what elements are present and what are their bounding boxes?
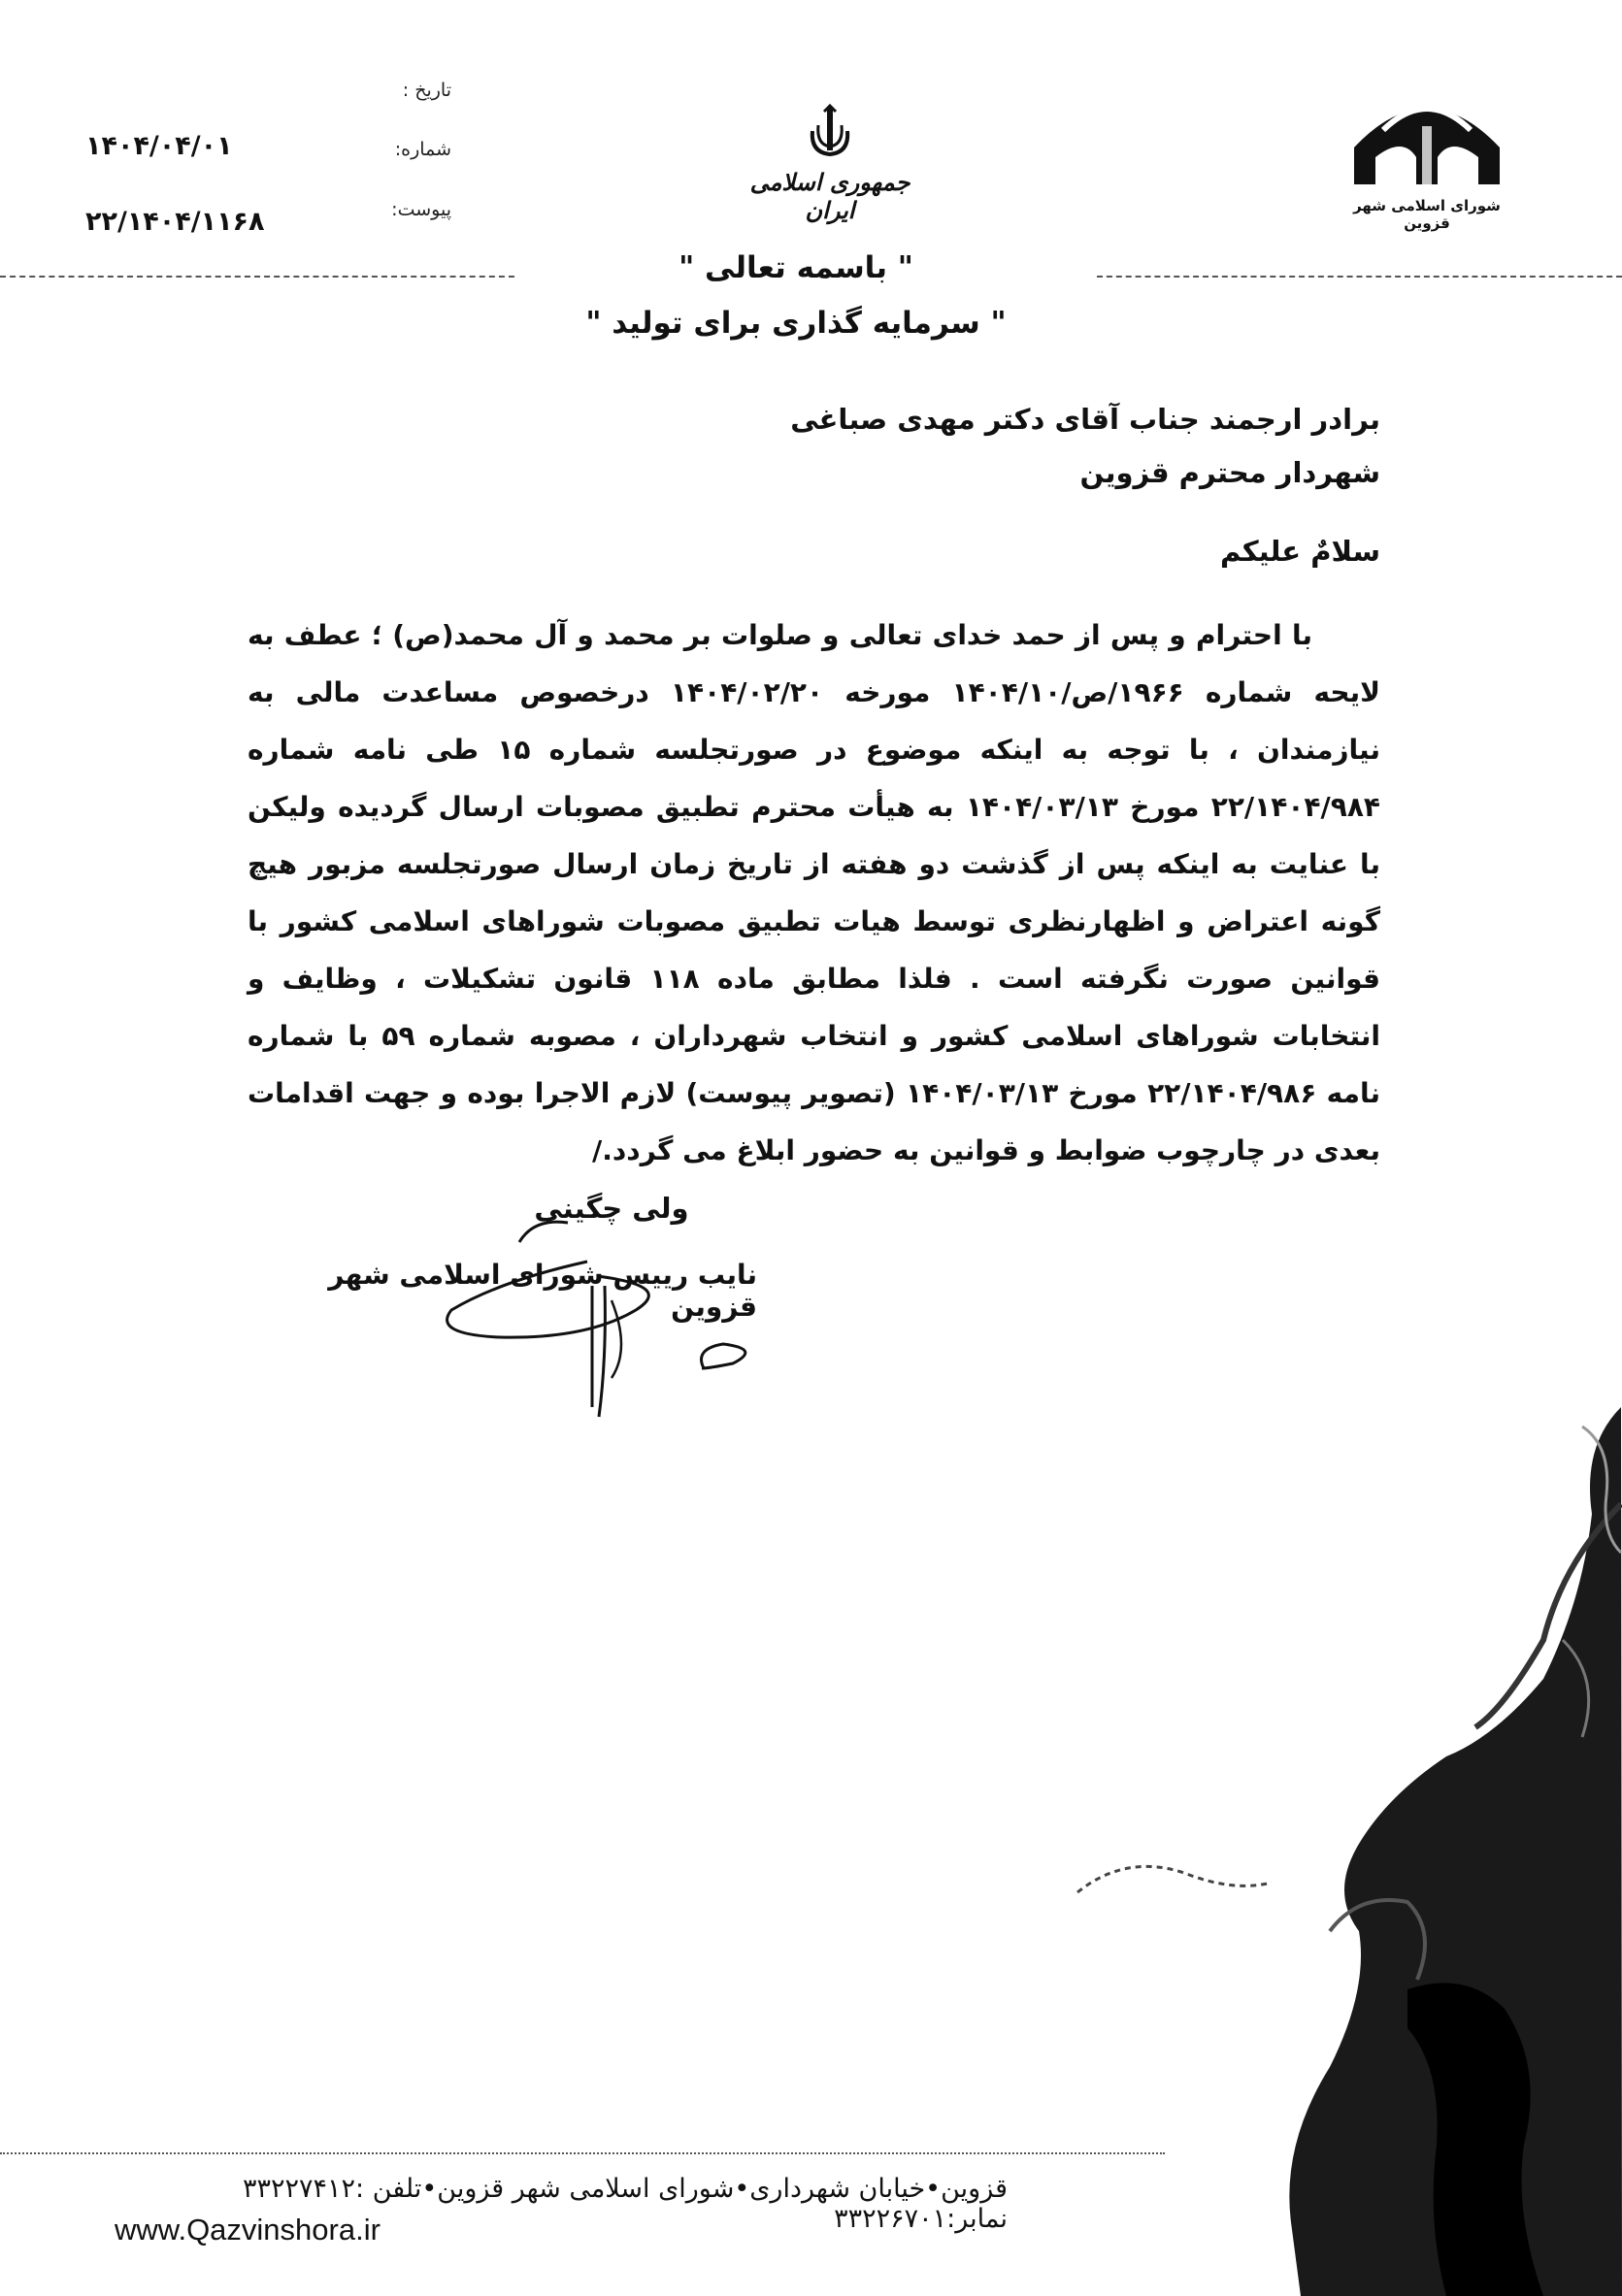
header-divider-left	[0, 276, 514, 278]
emblem-icon	[801, 102, 859, 160]
footer-divider	[0, 2152, 1165, 2154]
handwritten-signature	[442, 1203, 772, 1427]
body-highlight: مساعدت مالی به نیازمندان	[248, 676, 1380, 766]
number-value: ۲۲/۱۴۰۴/۱۱۶۸	[85, 207, 265, 237]
recipient-line-2: شهردار محترم قزوین	[1079, 456, 1380, 489]
date-value: ۱۴۰۴/۰۴/۰۱	[85, 131, 233, 161]
recipient-line-1: برادر ارجمند جناب آقای دکتر مهدی صباغی	[790, 403, 1380, 436]
council-logo-caption: شورای اسلامی شهر قزوین	[1353, 197, 1501, 232]
body-part-1: با احترام و پس از حمد خدای تعالی و صلوات بر محمد و آل محمد(ص) ؛ عطف به لایحه شماره ۱۹۶۶/ص/۱۴۰۴/۱۰ مورخه ۱۴۰۴/۰۲/۲۰ درخصوص	[248, 619, 1380, 708]
invocation: " باسمه تعالی "	[679, 250, 913, 285]
attachment-label: پیوست:	[391, 199, 451, 220]
signatory-title: نایب رییس شورای اسلامی شهر قزوین	[328, 1259, 757, 1323]
council-logo	[1344, 80, 1509, 232]
header-divider-right	[1097, 276, 1622, 278]
number-label: شماره:	[394, 139, 451, 160]
emblem-caption: جمهوری اسلامی ایران	[749, 168, 910, 224]
council-dome-icon	[1344, 80, 1509, 191]
date-label: تاریخ :	[402, 80, 451, 101]
iran-emblem	[723, 102, 937, 224]
letter-body	[248, 607, 1380, 1179]
background-photo-watermark	[1039, 1388, 1622, 2296]
footer-website[interactable]: www.Qazvinshora.ir	[115, 2213, 381, 2247]
footer-address: قزوین•خیابان شهرداری•شورای اسلامی شهر قزوین•تلفن :۳۳۲۲۷۴۱۲ نمابر:۳۳۲۲۶۷۰۱	[243, 2174, 1008, 2234]
signatory-name: ولی چگینی	[534, 1192, 689, 1225]
greeting: سلامٌ علیکم	[1220, 535, 1380, 568]
body-part-2: ، با توجه به اینکه موضوع در صورتجلسه شماره ۱۵ طی نامه شماره ۲۲/۱۴۰۴/۹۸۴ مورخ ۱۴۰۴/۰۳/۱۳ به هیأت محترم تطبیق مصوبات ارسال گردیده ولیکن با عنایت به اینکه پس از گذشت دو هفته از تاریخ زمان ارسال صورتجلسه مزبور هیچ گونه اعتراض و اظهارنظری توسط هیات تطبیق مصوبات شوراهای اسلامی کشور با قوانین صورت نگرفته است . فلذا مطابق ماده ۱۱۸ قانون تشکیلات ، وظایف و انتخابات شوراهای اسلامی کشور و انتخاب شهرداران ، مصوبه شماره ۵۹ با شماره نامه ۲۲/۱۴۰۴/۹۸۶ مورخ ۱۴۰۴/۰۳/۱۳ (تصویر پیوست) لازم الاجرا بوده و جهت اقدامات بعدی در چارچوب ضوابط و قوانین به حضور ابلاغ می گردد./	[248, 734, 1381, 1166]
slogan: " سرمایه گذاری برای تولید "	[585, 306, 1007, 341]
